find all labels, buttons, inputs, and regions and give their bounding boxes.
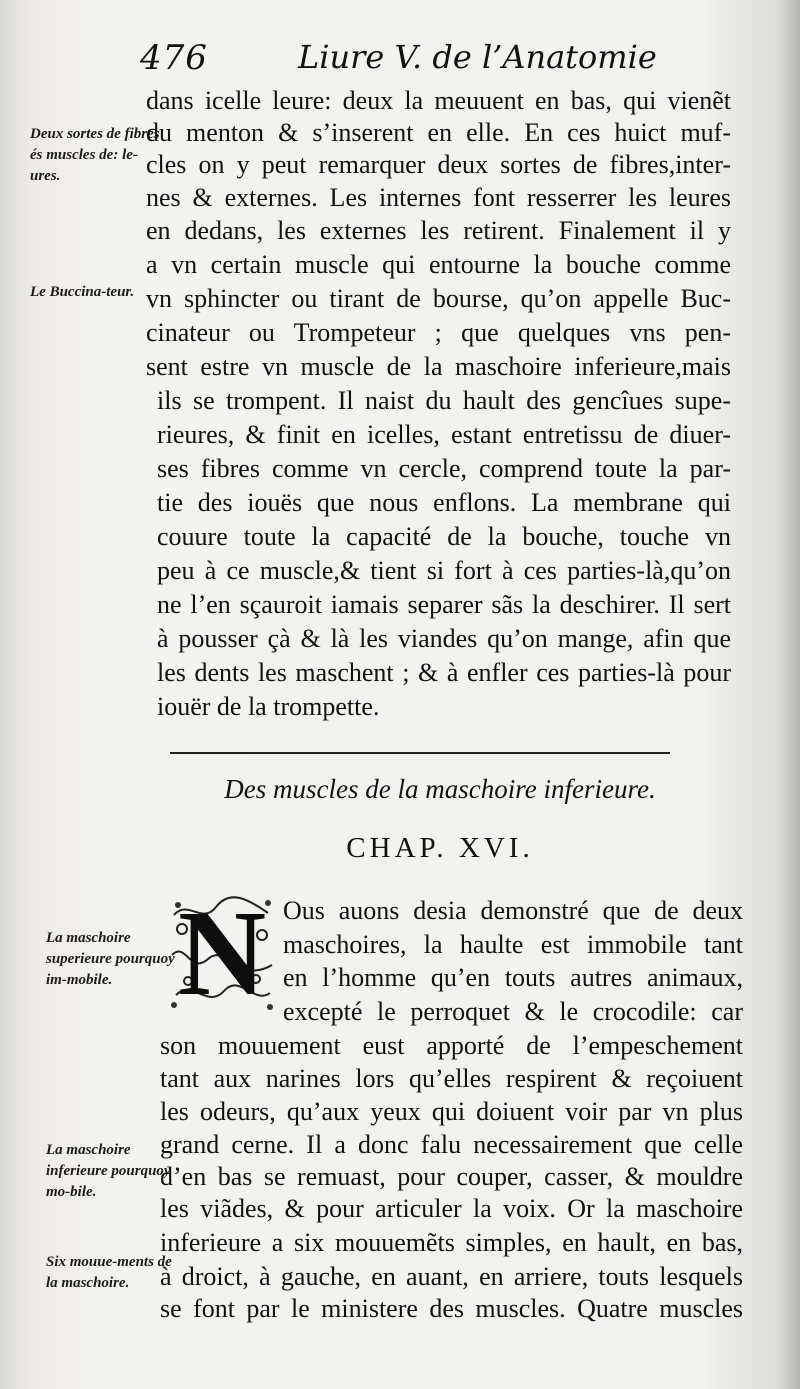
text-line: se font par le ministere des muscles. Quatre muscles: [160, 1294, 743, 1323]
text-line: tant aux narines lors qu’elles respirent & reçoiuent: [160, 1064, 743, 1093]
text-line: ne l’en sçauroit iamais separer sãs la deschirer. Il sert: [157, 590, 731, 619]
text-line: sent estre vn muscle de la maschoire inferieure,mais: [146, 352, 731, 381]
text-line: ses fibres comme vn cercle, comprend toute la par-: [157, 454, 731, 483]
text-line: les odeurs, qu’aux yeux qui doiuent voir par vn plus: [160, 1097, 743, 1126]
text-line: inferieure a six mouuemẽts simples, en hault, en bas,: [160, 1228, 743, 1257]
section-divider: [170, 752, 670, 754]
text-line: ils se trompent. Il naist du hault des gencîues supe-: [157, 386, 731, 415]
page-edge-shadow: [776, 0, 800, 1389]
drop-cap-letter: N: [177, 886, 267, 1021]
text-line: les dents les maschent ; & à enfler ces parties-là pour: [157, 658, 731, 687]
ornamental-initial: [168, 886, 276, 1021]
text-line: du menton & s’inserent en elle. En ces huict muf-: [146, 118, 731, 147]
text-line: en dedans, les externes les retirent. Finalement il y: [146, 216, 731, 245]
margin-note-buccinateur: Le Buccina-teur.: [30, 284, 135, 300]
text-line: nes & externes. Les internes font resserrer les leures: [146, 183, 731, 212]
page-number: 476: [140, 38, 208, 78]
margin-note-superieure: La maschoire superieure pourquoy im-mobile.: [46, 930, 175, 988]
text-line: vn sphincter ou tirant de bourse, qu’on appelle Buc-: [146, 284, 731, 313]
text-line: à droict, à gauche, en auant, en arriere, touts lesquels: [160, 1262, 743, 1291]
margin-note-six-mouuements: Six mouue-ments de la maschoire.: [46, 1254, 172, 1291]
chapter-heading: CHAP. XVI.: [346, 832, 534, 864]
text-line: a vn certain muscle qui entourne la bouche comme: [146, 250, 731, 279]
margin-note-inferieure: La maschoire inferieure pourquoy mo-bile.: [46, 1142, 171, 1200]
section-title: Des muscles de la maschoire inferieure.: [224, 774, 656, 804]
text-line: peu à ce muscle,& tient si fort à ces parties-là,qu’on: [157, 556, 731, 585]
text-line: couure toute la capacité de la bouche, touche vn: [157, 522, 731, 551]
page-header: [140, 38, 740, 84]
text-line: maschoires, la haulte est immobile tant: [283, 930, 743, 959]
text-line: dans icelle leure: deux la meuuent en bas, qui vienẽt: [146, 86, 731, 115]
running-title: Liure V. de l’Anatomie: [298, 38, 657, 76]
text-line: grand cerne. Il a donc falu necessairement que celle: [160, 1130, 743, 1159]
text-line: son mouuement eust apporté de l’empeschement: [160, 1031, 743, 1060]
text-line: Ous auons desia demonstré que de deux: [283, 896, 743, 925]
text-line: excepté le perroquet & le crocodile: car: [283, 997, 743, 1026]
margin-note-fibres: Deux sortes de fibres és muscles de: le-ures.: [30, 126, 160, 184]
text-line: rieures, & finit en icelles, estant entretissu de diuer-: [157, 420, 731, 449]
text-line: tie des iouës que nous enflons. La membrane qui: [157, 488, 731, 517]
text-line: les viãdes, & pour articuler la voix. Or la maschoire: [160, 1194, 743, 1223]
text-line: cinateur ou Trompeteur ; que quelques vns pen-: [146, 318, 731, 347]
text-line: en l’homme qu’en touts autres animaux,: [283, 963, 743, 992]
text-line: d’en bas se remuast, pour couper, casser, & mouldre: [160, 1162, 743, 1191]
text-line: à pousser çà & là les viandes qu’on mange, afin que: [157, 624, 731, 653]
text-line: cles on y peut remarquer deux sortes de fibres,inter-: [146, 150, 731, 179]
text-line: iouër de la trompette.: [157, 692, 380, 721]
